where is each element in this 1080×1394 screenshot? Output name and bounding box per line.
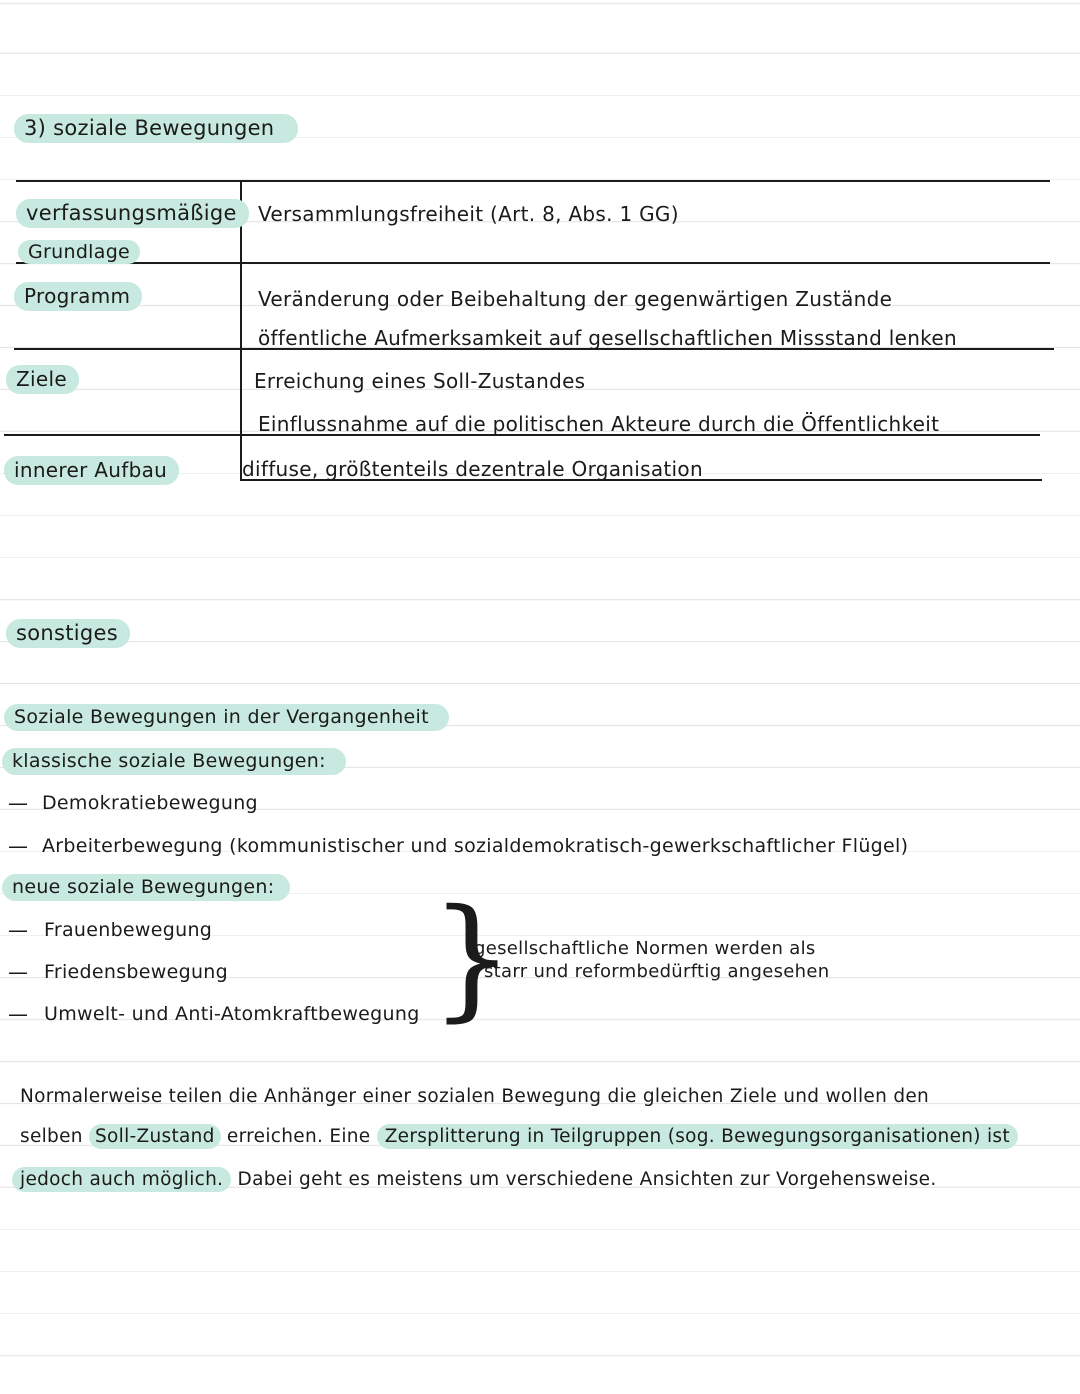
highlight-moeglich: jedoch auch möglich. — [12, 1167, 231, 1192]
table-cell-grundlage: Versammlungsfreiheit (Art. 8, Abs. 1 GG) — [258, 202, 679, 226]
paragraph-line-3 — [12, 1169, 937, 1190]
table-cell-ziele-1: Erreichung eines Soll-Zustandes — [254, 369, 586, 393]
table-cell-programm-1: Veränderung oder Beibehaltung der gegenwärtigen Zustände — [258, 287, 893, 311]
curly-brace-icon: } — [430, 881, 514, 1035]
sonstiges-heading: sonstiges — [6, 619, 130, 648]
section-heading: 3) soziale Bewegungen — [14, 114, 298, 143]
table-label-ziele: Ziele — [6, 365, 79, 394]
classic-movements-heading: klassische soziale Bewegungen: — [2, 748, 346, 775]
paragraph-line-1 — [20, 1086, 929, 1107]
table-line-top — [16, 180, 1050, 182]
new-item-frieden: Friedensbewegung — [44, 961, 229, 983]
new-item-dash-2: — — [8, 960, 29, 984]
past-movements-heading: Soziale Bewegungen in der Vergangenheit — [4, 704, 449, 731]
table-line-1 — [16, 262, 1050, 264]
table-label-programm: Programm — [14, 282, 142, 311]
new-movements-heading: neue soziale Bewegungen: — [2, 874, 290, 901]
paragraph-text-3: Dabei geht es meistens um verschiedene Ansichten zur Vorgehensweise. — [237, 1169, 937, 1190]
paragraph-line-2 — [20, 1126, 1018, 1147]
new-item-frauen: Frauenbewegung — [44, 919, 213, 941]
highlight-soll-zustand: Soll-Zustand — [89, 1124, 221, 1149]
paragraph-text-2b: erreichen. Eine — [226, 1126, 371, 1147]
table-cell-programm-2: öffentliche Aufmerksamkeit auf gesellschaftlichen Missstand lenken — [258, 326, 957, 350]
new-item-dash-1: — — [8, 918, 29, 942]
paragraph-text-1: Normalerweise teilen die Anhänger einer sozialen Bewegung die gleichen Ziele und wollen den — [20, 1086, 930, 1107]
table-label-grundlage-2: Grundlage — [18, 240, 140, 264]
classic-item-demokratie: Demokratiebewegung — [42, 792, 258, 814]
brace-note-line-1: gesellschaftliche Normen werden als — [474, 938, 816, 959]
table-label-grundlage-1: verfassungsmäßige — [16, 199, 249, 228]
paragraph-text-2a: selben — [20, 1126, 83, 1147]
table-cell-aufbau: diffuse, größtenteils dezentrale Organisation — [242, 457, 703, 481]
table-cell-ziele-2: Einflussnahme auf die politischen Akteure durch die Öffentlichkeit — [258, 412, 940, 436]
table-label-aufbau: innerer Aufbau — [4, 456, 179, 485]
classic-item-dash-2: — — [8, 834, 29, 858]
new-item-dash-3: — — [8, 1002, 29, 1026]
new-item-umwelt: Umwelt- und Anti-Atomkraftbewegung — [44, 1003, 420, 1025]
classic-item-dash-1: — — [8, 791, 29, 815]
classic-item-arbeiter: Arbeiterbewegung (kommunistischer und sozialdemokratisch-gewerkschaftlicher Flügel) — [42, 835, 909, 857]
brace-note-line-2: starr und reformbedürftig angesehen — [484, 961, 830, 982]
highlight-zersplitterung: Zersplitterung in Teilgruppen (sog. Bewegungsorganisationen) ist — [377, 1124, 1018, 1149]
